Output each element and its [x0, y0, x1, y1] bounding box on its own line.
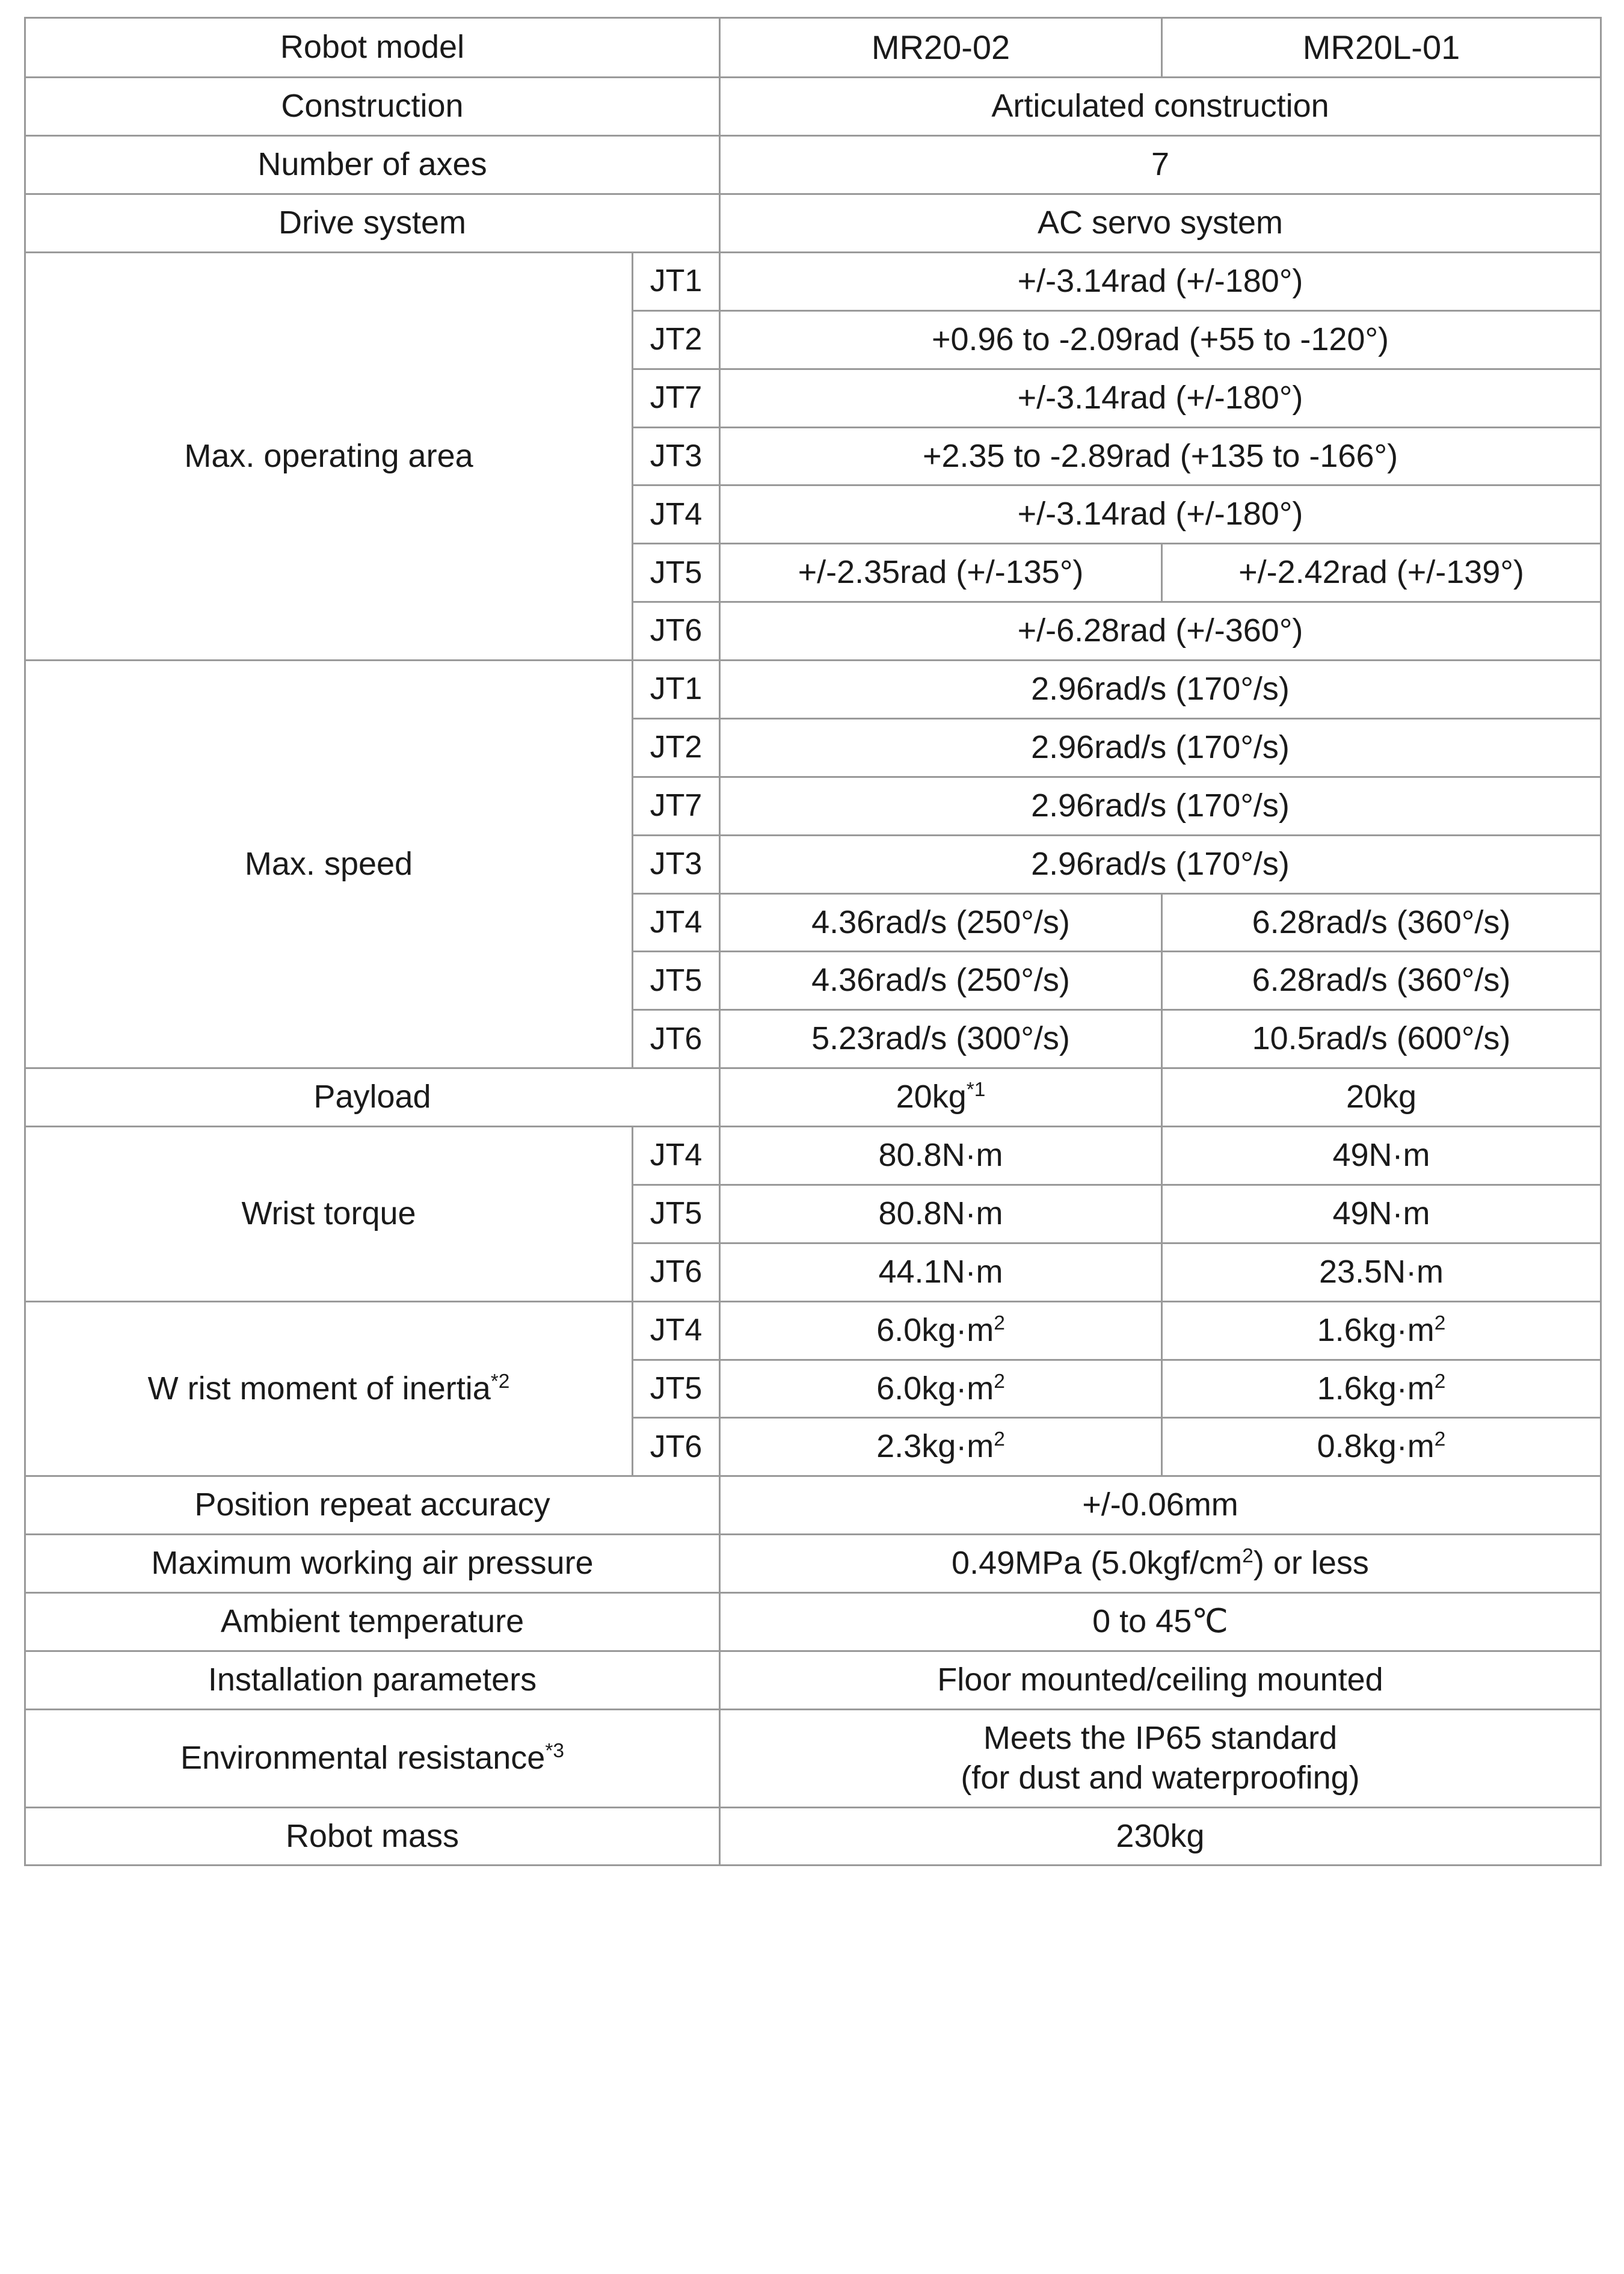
row-label-repeat-accuracy: Position repeat accuracy — [25, 1476, 720, 1535]
row-value-operating-area-jt5-model2: +/-2.42rad (+/-139°) — [1162, 544, 1601, 602]
jt-cell: JT5 — [633, 1185, 720, 1243]
table-row-max-speed-jt1 — [25, 661, 1601, 719]
jt-cell: JT6 — [633, 1243, 720, 1301]
row-label-drive-system: Drive system — [25, 194, 720, 253]
value-text: 1.6kg·m — [1317, 1370, 1435, 1407]
row-value-max-speed-jt2: 2.96rad/s (170°/s) — [720, 718, 1601, 777]
jt-cell: JT7 — [633, 369, 720, 427]
value-exponent: 2 — [1242, 1545, 1253, 1568]
row-value-wrist-inertia-jt4-model1 — [720, 1301, 1162, 1360]
row-label-wrist-inertia — [25, 1301, 633, 1476]
row-value-operating-area-jt7: +/-3.14rad (+/-180°) — [720, 369, 1601, 427]
jt-cell: JT2 — [633, 310, 720, 369]
row-label-payload: Payload — [25, 1068, 720, 1127]
table-row-wrist-inertia-jt4 — [25, 1301, 1601, 1360]
value-text: 1.6kg·m — [1317, 1311, 1435, 1348]
row-label-construction: Construction — [25, 78, 720, 136]
jt-cell: JT4 — [633, 1127, 720, 1185]
value-text: 6.0kg·m — [876, 1370, 994, 1407]
jt-cell: JT2 — [633, 718, 720, 777]
header-model-2: MR20L-01 — [1162, 18, 1601, 78]
row-value-max-speed-jt4-model2: 6.28rad/s (360°/s) — [1162, 893, 1601, 952]
row-label-max-speed: Max. speed — [25, 661, 633, 1068]
value-exponent: 2 — [1434, 1370, 1446, 1393]
row-value-max-speed-jt7: 2.96rad/s (170°/s) — [720, 777, 1601, 835]
row-value-wrist-torque-jt4-model2: 49N·m — [1162, 1127, 1601, 1185]
table-row-robot-mass — [25, 1807, 1601, 1866]
row-value-operating-area-jt2: +0.96 to -2.09rad (+55 to -120°) — [720, 310, 1601, 369]
jt-cell: JT6 — [633, 1418, 720, 1476]
row-value-axes: 7 — [720, 136, 1601, 194]
jt-cell: JT5 — [633, 544, 720, 602]
table-row-repeat-accuracy — [25, 1476, 1601, 1535]
row-value-wrist-inertia-jt5-model1 — [720, 1360, 1162, 1418]
jt-cell: JT1 — [633, 252, 720, 310]
row-value-operating-area-jt1: +/-3.14rad (+/-180°) — [720, 252, 1601, 310]
table-row-operating-area-jt1 — [25, 252, 1601, 310]
value-text-pre: 0.49MPa (5.0kgf/cm — [952, 1545, 1243, 1582]
row-label-ambient-temperature: Ambient temperature — [25, 1593, 720, 1651]
row-value-ambient-temperature: 0 to 45℃ — [720, 1593, 1601, 1651]
value-exponent: 2 — [1434, 1311, 1446, 1334]
table-row-environmental-resistance — [25, 1709, 1601, 1807]
row-label-robot-mass: Robot mass — [25, 1807, 720, 1866]
row-value-max-speed-jt1: 2.96rad/s (170°/s) — [720, 661, 1601, 719]
row-value-air-pressure — [720, 1535, 1601, 1593]
jt-cell: JT4 — [633, 485, 720, 544]
robot-specification-table — [24, 17, 1602, 1866]
table-row-payload — [25, 1068, 1601, 1127]
jt-cell: JT6 — [633, 1010, 720, 1068]
jt-cell: JT3 — [633, 427, 720, 485]
row-value-environmental-resistance — [720, 1709, 1601, 1807]
jt-cell: JT4 — [633, 893, 720, 952]
environmental-label-text: Environmental resistance — [180, 1739, 546, 1776]
header-label: Robot model — [25, 18, 720, 78]
jt-cell: JT6 — [633, 602, 720, 661]
value-exponent: 2 — [1434, 1428, 1446, 1451]
row-value-robot-mass: 230kg — [720, 1807, 1601, 1866]
jt-cell: JT5 — [633, 1360, 720, 1418]
row-value-wrist-torque-jt5-model1: 80.8N·m — [720, 1185, 1162, 1243]
value-exponent: 2 — [994, 1428, 1005, 1451]
value-text: 2.3kg·m — [876, 1428, 994, 1465]
value-exponent: 2 — [994, 1311, 1005, 1334]
row-value-wrist-torque-jt6-model2: 23.5N·m — [1162, 1243, 1601, 1301]
row-value-max-speed-jt6-model1: 5.23rad/s (300°/s) — [720, 1010, 1162, 1068]
row-label-installation: Installation parameters — [25, 1651, 720, 1709]
row-value-installation: Floor mounted/ceiling mounted — [720, 1651, 1601, 1709]
row-value-operating-area-jt4: +/-3.14rad (+/-180°) — [720, 485, 1601, 544]
row-label-axes: Number of axes — [25, 136, 720, 194]
table-row-construction — [25, 78, 1601, 136]
row-value-max-speed-jt6-model2: 10.5rad/s (600°/s) — [1162, 1010, 1601, 1068]
row-value-max-speed-jt4-model1: 4.36rad/s (250°/s) — [720, 893, 1162, 952]
jt-cell: JT7 — [633, 777, 720, 835]
row-value-wrist-inertia-jt6-model1 — [720, 1418, 1162, 1476]
row-value-max-speed-jt5-model2: 6.28rad/s (360°/s) — [1162, 952, 1601, 1010]
table-row-axes — [25, 136, 1601, 194]
row-value-wrist-inertia-jt5-model2 — [1162, 1360, 1601, 1418]
payload-value-text: 20kg — [896, 1079, 967, 1115]
environmental-value-line-1: Meets the IP65 standard — [983, 1719, 1338, 1756]
jt-cell: JT1 — [633, 661, 720, 719]
value-text: 0.8kg·m — [1317, 1428, 1435, 1465]
row-value-operating-area-jt3: +2.35 to -2.89rad (+135 to -166°) — [720, 427, 1601, 485]
row-value-wrist-torque-jt6-model1: 44.1N·m — [720, 1243, 1162, 1301]
row-value-max-speed-jt3: 2.96rad/s (170°/s) — [720, 835, 1601, 893]
row-value-payload-model1 — [720, 1068, 1162, 1127]
table-row-ambient-temperature — [25, 1593, 1601, 1651]
environmental-footnote-marker: *3 — [545, 1739, 564, 1762]
row-value-operating-area-jt5-model1: +/-2.35rad (+/-135°) — [720, 544, 1162, 602]
wrist-inertia-label-text: W rist moment of inertia — [147, 1370, 491, 1407]
row-label-air-pressure: Maximum working air pressure — [25, 1535, 720, 1593]
row-label-operating-area: Max. operating area — [25, 252, 633, 660]
row-value-operating-area-jt6: +/-6.28rad (+/-360°) — [720, 602, 1601, 661]
row-label-environmental-resistance — [25, 1709, 720, 1807]
table-row-drive-system — [25, 194, 1601, 253]
row-value-wrist-torque-jt5-model2: 49N·m — [1162, 1185, 1601, 1243]
table-row-installation — [25, 1651, 1601, 1709]
table-row-air-pressure — [25, 1535, 1601, 1593]
value-exponent: 2 — [994, 1370, 1005, 1393]
table-row-header — [25, 18, 1601, 78]
row-value-drive-system: AC servo system — [720, 194, 1601, 253]
row-value-repeat-accuracy: +/-0.06mm — [720, 1476, 1601, 1535]
jt-cell: JT5 — [633, 952, 720, 1010]
row-value-payload-model2: 20kg — [1162, 1068, 1601, 1127]
row-value-wrist-torque-jt4-model1: 80.8N·m — [720, 1127, 1162, 1185]
jt-cell: JT3 — [633, 835, 720, 893]
payload-footnote-marker: *1 — [966, 1079, 986, 1102]
row-value-max-speed-jt5-model1: 4.36rad/s (250°/s) — [720, 952, 1162, 1010]
jt-cell: JT4 — [633, 1301, 720, 1360]
table-row-wrist-torque-jt4 — [25, 1127, 1601, 1185]
row-value-construction: Articulated construction — [720, 78, 1601, 136]
value-text-post: ) or less — [1253, 1545, 1369, 1582]
row-value-wrist-inertia-jt4-model2 — [1162, 1301, 1601, 1360]
header-model-1: MR20-02 — [720, 18, 1162, 78]
row-value-wrist-inertia-jt6-model2 — [1162, 1418, 1601, 1476]
environmental-value-line-2: (for dust and waterproofing) — [961, 1759, 1360, 1796]
value-text: 6.0kg·m — [876, 1311, 994, 1348]
wrist-inertia-footnote-marker: *2 — [490, 1370, 510, 1393]
row-label-wrist-torque: Wrist torque — [25, 1127, 633, 1302]
